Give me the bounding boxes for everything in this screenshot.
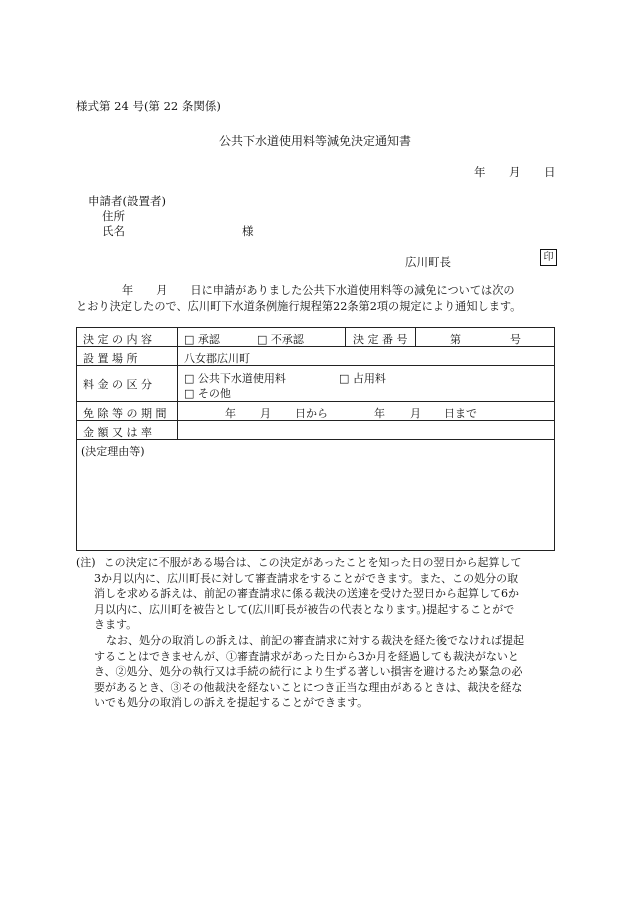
period-to: 日まで [444, 407, 477, 420]
note-line-9: 要があるとき、③その他裁決を経ないことにつき正当な理由があるときは、裁決を経な [94, 680, 523, 694]
location-value: 八女郡広川町 [184, 352, 250, 365]
note-line-4: 月以内に、広川町を被告として(広川町長が被告の代表となります。)提起することがで [94, 602, 515, 616]
applicant-label: 申請者(設置者) [88, 194, 166, 208]
body-month: 月 [156, 284, 168, 297]
body-line1: 日に申請がありました公共下水道使用料等の減免については次の [190, 284, 515, 297]
document-title: 公共下水道使用料等減免決定通知書 [218, 134, 411, 148]
address-label: 住所 [102, 209, 125, 223]
notice-body [76, 283, 558, 315]
date-year: 年 [474, 165, 486, 179]
date-month: 月 [509, 165, 521, 179]
reason-label: (決定理由等) [81, 445, 145, 458]
note-line-8: き、②処分、処分の執行又は手続の続行により生ずる著しい損害を避けるため緊急の必 [94, 665, 523, 679]
decision-number-prefix: 第 [450, 333, 461, 346]
name-label: 氏名 [102, 224, 125, 238]
note-line-2: 3か月以内に、広川町長に対して審査請求をすることができます。また、この処分の取 [94, 571, 519, 585]
period-month-end: 月 [410, 407, 421, 420]
note-line-5: きます。 [94, 618, 138, 632]
period-year-end: 年 [374, 407, 385, 420]
location-label: 設 置 場 所 [83, 352, 138, 365]
note-line-7: することはできませんが、①審査請求があった日から3か月を経過しても裁決がないと [94, 649, 519, 663]
seal-mark: 印 [540, 249, 557, 266]
fee-option-other[interactable]: □ その他 [184, 387, 231, 400]
period-label: 免 除 等 の 期 間 [83, 407, 167, 420]
decision-table [76, 327, 555, 551]
note-line-10: いでも処分の取消しの訴えを提起することができます。 [94, 696, 369, 710]
fee-option-occupancy[interactable]: □ 占用料 [339, 372, 386, 385]
period-month-start: 月 [260, 407, 271, 420]
issuer-name: 広川町長 [405, 255, 451, 269]
body-line2: とおり決定したので、広川町下水道条例施行規程第22条第2項の規定により通知します。 [76, 300, 522, 313]
form-number: 様式第 24 号(第 22 条関係) [76, 99, 221, 113]
note-line-6: なお、処分の取消しの訴えは、前記の審査請求に対する裁決を経た後でなければ提起 [106, 633, 524, 647]
body-year: 年 [122, 284, 134, 297]
notes-marker: (注) [76, 556, 96, 569]
date-day: 日 [544, 165, 556, 179]
decision-number-label: 決 定 番 号 [353, 333, 408, 346]
decision-number-suffix: 号 [510, 333, 521, 346]
notes-section [76, 555, 558, 711]
note-line-3: 消しを求める訴えは、前記の審査請求に係る裁決の送達を受けた翌日から起算して6か [94, 587, 519, 601]
approve-checkbox[interactable]: □ 承認 [184, 333, 220, 346]
amount-label: 金 額 又 は 率 [83, 426, 152, 439]
period-year-start: 年 [225, 407, 236, 420]
disapprove-checkbox[interactable]: □ 不承認 [257, 333, 304, 346]
decision-label: 決 定 の 内 容 [83, 333, 152, 346]
fee-option-sewer[interactable]: □ 公共下水道使用料 [184, 372, 286, 385]
honorific: 様 [242, 224, 254, 238]
note-line-1: この決定に不服がある場合は、この決定があったことを知った日の翌日から起算して [103, 556, 522, 569]
fee-category-label: 料 金 の 区 分 [83, 378, 152, 391]
period-from: 日から [295, 407, 328, 420]
